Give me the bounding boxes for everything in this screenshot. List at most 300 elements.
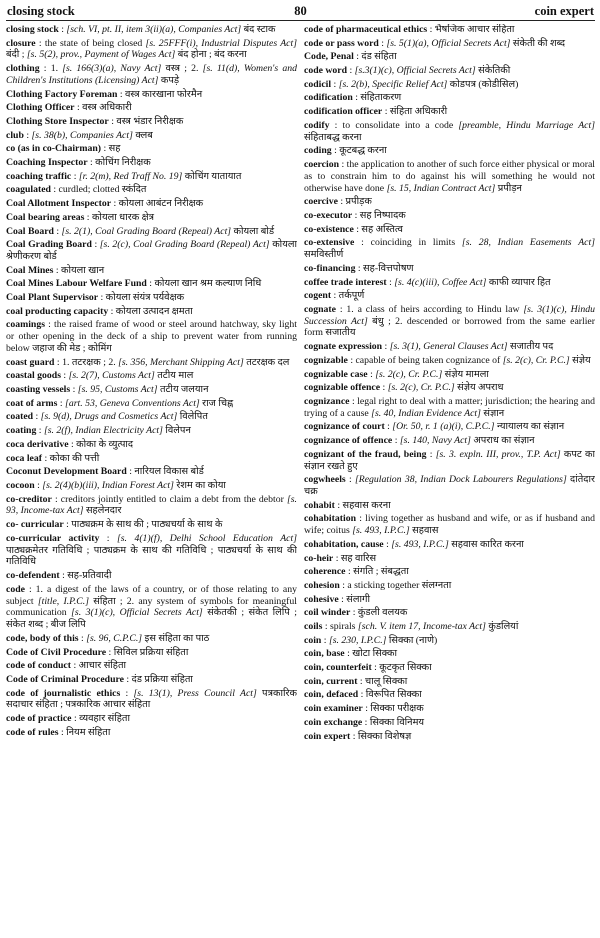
entry-headword: coastal goods (6, 370, 61, 382)
entry-definition: : living together as husband and wife, or as if husband and wife; coitus (304, 513, 595, 537)
left-column (6, 24, 297, 929)
entry-definition: : (384, 421, 393, 433)
entry-headword: code word (304, 65, 348, 77)
entry-definition: : (99, 532, 117, 544)
entry-citation: [Or. 50, r. 1 (a)(i), C.P.C.] (392, 421, 495, 433)
entry-definition: : वस्त्र भंडार निरीक्षक (108, 116, 184, 128)
entry-definition: : आचार संहिता (71, 660, 127, 672)
dictionary-entry (6, 143, 297, 155)
entry-citation: [s. 4(1)(f), Delhi School Education Act] (116, 532, 297, 544)
entry-headword: co-curricular activity (6, 532, 100, 544)
entry-definition: दांतेदार चक्र (304, 474, 595, 498)
entry-definition: : तर्कपूर्ण (331, 290, 365, 302)
entry-definition: कपट का संज्ञान रखते हुए (304, 448, 595, 472)
dictionary-entry (6, 398, 297, 410)
dictionary-entry (304, 159, 595, 194)
entry-definition: सजातीय पद (507, 341, 554, 353)
entry-definition: : (36, 425, 44, 437)
dictionary-entry (6, 570, 297, 582)
entry-citation: [s. 2(1), Coal Grading Board (Repeal) Act] (61, 225, 232, 237)
entry-definition: : (23, 129, 32, 141)
entry-headword: cohesive (304, 593, 339, 605)
entry-citation: [s. 3(1), General Clauses Act] (389, 341, 508, 353)
dictionary-entry (6, 647, 297, 659)
entry-headword: cohabitation (304, 513, 357, 525)
entry-headword: coin, defaced (304, 689, 359, 701)
entry-definition: : (345, 474, 355, 486)
dictionary-entry (304, 566, 595, 578)
dictionary-entry (304, 237, 595, 261)
entry-citation: [s. 5(2), prov., Payment of Wages Act] (26, 49, 176, 61)
dictionary-entry (304, 369, 595, 381)
entry-definition: कोयला बोर्ड (231, 225, 275, 237)
entry-headword: Coal Board (6, 225, 54, 237)
entry-definition: : नारियल विकास बोर्ड (126, 466, 204, 478)
entry-definition: : (392, 435, 400, 447)
entry-definition: : व्यवहार संहिता (71, 713, 131, 725)
entry-definition: सहवास (409, 525, 439, 537)
dictionary-entry (304, 635, 595, 647)
dictionary-entry (6, 660, 297, 672)
entry-citation: [s. 5(1)(a), Official Secrets Act] (386, 37, 511, 49)
dictionary-entry (304, 92, 595, 104)
entry-headword: coffee trade interest (304, 276, 387, 288)
entry-headword: Coal Mines Labour Welfare Fund (6, 278, 147, 290)
entry-definition: : creditors jointly entitled to claim a debt from the debtor (51, 493, 287, 505)
dictionary-entry (304, 355, 595, 367)
entry-definition: संज्ञान (480, 407, 505, 419)
entry-citation: [s. 166(3)(a), Navy Act] (62, 63, 162, 75)
entry-definition: : सह अस्तित्व (353, 223, 403, 235)
dictionary-page (6, 4, 595, 932)
dictionary-entry (304, 449, 595, 473)
dictionary-entry (304, 703, 595, 715)
entry-citation: [s. 356, Merchant Shipping Act] (118, 356, 244, 368)
entry-definition: : to consolidate into a code (329, 119, 459, 131)
entry-headword: cogent (304, 290, 332, 302)
entry-definition: : संगति ; संबद्धता (345, 566, 409, 578)
dictionary-entry (6, 688, 297, 712)
entry-definition: : सहवास करना (334, 499, 391, 511)
entry-citation: [s. 2(7), Customs Act] (68, 370, 155, 382)
dictionary-entry (6, 674, 297, 686)
entry-definition: रेशम का कोया (173, 479, 226, 491)
entry-headword: cognizance of court (304, 421, 385, 433)
entry-definition: : (57, 397, 66, 409)
entry-citation: [s. 38(b), Companies Act] (31, 129, 133, 141)
entry-headword: code of journalistic ethics (6, 687, 121, 699)
dictionary-entry (6, 384, 297, 396)
dictionary-entry (6, 319, 297, 354)
entry-citation: [s. 493, I.P.C.] (352, 525, 410, 537)
entry-citation: [s. 493, I.P.C.] (391, 538, 449, 550)
entry-definition: : कोयला खान श्रम कल्याण निधि (146, 278, 262, 290)
entry-definition: : सह (101, 143, 121, 155)
entry-definition: : कोयला धारक क्षेत्र (84, 211, 154, 223)
dictionary-entry (304, 65, 595, 77)
entry-definition: सिक्का (नाणे) (386, 634, 438, 646)
dictionary-entry (304, 421, 595, 433)
entry-definition: : पाठ्यक्रम के साथ की ; पाठ्यचर्या के साथ के (63, 519, 223, 531)
entry-headword: cohesion (304, 579, 340, 591)
entry-definition: : सिक्का विशेषज्ञ (350, 730, 412, 742)
entry-citation: [s. 40, Indian Evidence Act] (371, 407, 481, 419)
dictionary-entry (6, 212, 297, 224)
entry-definition: : the state of being closed (35, 37, 146, 49)
dictionary-entry (304, 382, 595, 394)
entry-headword: coil winder (304, 607, 351, 619)
entry-definition: : सह वारिस (333, 552, 377, 564)
entry-headword: Coal Mines (6, 264, 54, 276)
entry-definition: : (378, 37, 387, 49)
dictionary-entry (304, 500, 595, 512)
dictionary-entry (6, 584, 297, 631)
dictionary-entry (304, 662, 595, 674)
dictionary-entry (304, 38, 595, 50)
dictionary-entry (304, 263, 595, 275)
entry-headword: Clothing Officer (6, 102, 75, 114)
dictionary-entry (304, 594, 595, 606)
entry-headword: coagulated (6, 184, 51, 196)
entry-headword: code of practice (6, 713, 72, 725)
entry-headword: cohabit (304, 499, 335, 511)
entry-headword: coal producting capacity (6, 305, 109, 317)
entry-headword: Clothing Factory Foreman (6, 88, 118, 100)
entry-definition: : दंड प्रक्रिया संहिता (123, 673, 193, 685)
entry-definition: समविस्तीर्ण (304, 249, 344, 261)
entry-citation: [s. 2(4)(b)(iii), Indian Forest Act] (42, 479, 174, 491)
entry-definition: संज्ञेय (569, 354, 591, 366)
entry-definition: : सिक्का विनिमय (362, 716, 425, 728)
dictionary-entry (304, 396, 595, 420)
dictionary-entry (304, 24, 595, 36)
dictionary-entry (6, 370, 297, 382)
dictionary-entry (6, 727, 297, 739)
dictionary-entry (6, 130, 297, 142)
entry-citation: [s. 96, C.P.C.] (86, 632, 143, 644)
entry-headword: code, body of this (6, 632, 79, 644)
entry-definition: न्यायालय का संज्ञान (494, 421, 565, 433)
entry-citation: [s. 25FFF(i), Industrial Disputes Act] (145, 37, 297, 49)
entry-definition: : सह निष्पादक (352, 209, 406, 221)
entry-definition: : the raised frame of wood or steel around hatchway, sky light or other opening in the deck of a ship to prevent water from running below जहाज की मेड ; कोमिंग (6, 319, 297, 355)
header-first-entry: closing stock (7, 4, 75, 18)
dictionary-entry (304, 277, 595, 289)
entry-definition: तटरक्षक दल (243, 356, 290, 368)
dictionary-entry (6, 171, 297, 183)
entry-definition: विलेपित (177, 411, 208, 423)
entry-definition: कोयला श्रेणीकरण बोर्ड (6, 239, 297, 263)
entry-definition: : कोयला उत्पादन क्षमता (108, 305, 193, 317)
entry-definition: : सह-प्रतिवादी (59, 570, 112, 582)
entry-citation: [s. 230, I.P.C.] (328, 634, 387, 646)
entry-citation: [art. 53, Geneva Conventions Act] (65, 397, 200, 409)
entry-citation: [s. 13(1), Press Council Act] (133, 687, 257, 699)
entry-definition: : वस्त्र कारखाना फोरमैन (117, 88, 203, 100)
dictionary-entry (304, 224, 595, 236)
entry-headword: Coal Allotment Inspector (6, 198, 112, 210)
dictionary-entry (6, 226, 297, 238)
entry-headword: coin examiner (304, 703, 363, 715)
entry-definition: बंधु ; 2. descended or borrowed from the same earlier form सजातीय (304, 315, 595, 339)
entry-headword: co-financing (304, 262, 356, 274)
entry-columns (6, 24, 595, 929)
entry-headword: codify (304, 119, 330, 131)
entry-definition: : संहिताकरण (352, 92, 402, 104)
entry-definition: : कोका की पत्ती (42, 452, 100, 464)
dictionary-entry (6, 116, 297, 128)
dictionary-entry (304, 731, 595, 743)
entry-definition: : प्रपीड़क (337, 196, 372, 208)
entry-definition: : coinciding in limits (354, 237, 462, 249)
page-number: 80 (294, 4, 307, 18)
entry-definition: : दंड संहिता (353, 51, 397, 63)
entry-definition: : खोटा सिक्का (344, 648, 398, 660)
entry-definition: : 1. (39, 63, 63, 75)
entry-definition: : (33, 411, 41, 423)
dictionary-entry (6, 102, 297, 114)
entry-definition: : (380, 382, 388, 394)
entry-citation: [preamble, Hindu Marriage Act] (458, 119, 595, 131)
entry-headword: cohabitation, cause (304, 538, 384, 550)
entry-headword: coated (6, 411, 34, 423)
entry-headword: Coaching Inspector (6, 157, 88, 169)
entry-headword: Code, Penal (304, 51, 354, 63)
dictionary-entry (304, 676, 595, 688)
entry-headword: co-creditor (6, 493, 52, 505)
entry-headword: co-heir (304, 552, 334, 564)
dictionary-entry (6, 357, 297, 369)
entry-citation: [s. 2(c), Cr. P.C.] (375, 368, 443, 380)
dictionary-entry (304, 607, 595, 619)
entry-definition: : (331, 78, 339, 90)
entry-headword: coin, counterfeit (304, 662, 372, 674)
entry-definition: संकेती की शब्द (510, 37, 566, 49)
dictionary-entry (6, 453, 297, 465)
entry-headword: coca derivative (6, 438, 69, 450)
entry-headword: Coconut Development Board (6, 466, 127, 478)
entry-definition: : भैषजिक आचार संहिता (427, 24, 515, 35)
entry-headword: cognizable (304, 354, 348, 366)
entry-headword: coils (304, 621, 323, 633)
entry-citation: [Regulation 38, Indian Dock Labourers Regulations] (354, 474, 567, 486)
entry-definition: बंद स्टाक (241, 24, 276, 35)
entry-headword: coasting vessels (6, 384, 71, 396)
entry-definition: : सिक्का परीक्षक (362, 703, 424, 715)
entry-citation: [s. 15, Indian Contract Act] (386, 182, 496, 194)
entry-definition: : (386, 276, 395, 288)
entry-headword: co (as in co-Chairman) (6, 143, 102, 155)
entry-headword: coca leaf (6, 452, 43, 464)
entry-definition: : (91, 239, 100, 251)
entry-definition: : सह-वित्तपोषण (355, 262, 414, 274)
dictionary-entry (6, 533, 297, 568)
entry-headword: code of conduct (6, 660, 71, 672)
entry-citation: [s. 3(1)(c), Hindu Succession Act] (304, 303, 595, 327)
entry-headword: Coal Plant Supervisor (6, 292, 99, 304)
dictionary-entry (6, 494, 297, 518)
entry-definition: : the application to another of such force either physical or moral as to constrain him to do against his will something he would not otherwise have done (304, 158, 595, 194)
entry-headword: co-executor (304, 209, 353, 221)
dictionary-entry (6, 306, 297, 318)
dictionary-entry (6, 38, 297, 62)
entry-definition: अपराध का संज्ञान (470, 435, 535, 447)
entry-definition: : 1. a digest of the laws of a country, or of those relating to any subject (6, 583, 297, 607)
dictionary-entry (304, 513, 595, 537)
dictionary-entry (304, 120, 595, 144)
right-column (304, 24, 595, 929)
dictionary-entry (304, 474, 595, 498)
dictionary-entry (6, 157, 297, 169)
dictionary-entry (6, 24, 297, 36)
entry-definition: कपड़े (158, 74, 180, 86)
entry-citation: [s. 2(b), Specific Relief Act] (338, 78, 448, 90)
entry-citation: [s. 2(c), Cr. P.C.] (387, 382, 455, 394)
entry-definition: : (34, 479, 43, 491)
dictionary-entry (6, 292, 297, 304)
entry-definition: विलेपन (162, 425, 191, 437)
entry-headword: Coal Grading Board (6, 239, 92, 251)
dictionary-entry (304, 290, 595, 302)
dictionary-entry (304, 621, 595, 633)
entry-headword: coin expert (304, 730, 351, 742)
entry-definition: बंद होना ; बंद करना (175, 49, 247, 61)
entry-definition: : 1. a class of heirs according to Hindu law (335, 303, 524, 315)
header-rule (6, 20, 595, 21)
entry-headword: coin exchange (304, 716, 363, 728)
dictionary-entry (304, 145, 595, 157)
dictionary-entry (6, 519, 297, 531)
entry-definition: : (426, 448, 436, 460)
entry-headword: cogwheels (304, 474, 346, 486)
entry-citation: [sch. V. item 17, Income-tax Act] (357, 621, 486, 633)
entry-citation: [s. 3. expln. III, prov., T.P. Act] (435, 448, 561, 460)
page-header (6, 4, 595, 18)
entry-definition: पत्रकारिक सदाचार संहिता ; पत्रकारिक आचार संहिता (6, 687, 297, 711)
entry-definition: : संहिता अधिकारी (382, 106, 448, 118)
dictionary-entry (6, 411, 297, 423)
entry-definition: : संलागी (338, 593, 370, 605)
entry-definition: : कूटबद्ध करना (331, 145, 387, 157)
entry-headword: cocoon (6, 479, 35, 491)
entry-citation: [s. 140, Navy Act] (399, 435, 471, 447)
entry-definition: संकेतिकी (475, 65, 511, 77)
entry-definition: : कोका के व्युत्पाद (68, 438, 134, 450)
entry-definition: : कुंडली वलयक (350, 607, 408, 619)
entry-citation: [s. 4(c)(iii), Coffee Act] (394, 276, 487, 288)
entry-definition: : चालू सिक्का (357, 675, 408, 687)
entry-definition: : a sticking together संलग्नता (339, 579, 452, 591)
dictionary-entry (6, 184, 297, 196)
dictionary-entry (6, 63, 297, 87)
dictionary-entry (304, 79, 595, 91)
dictionary-entry (6, 89, 297, 101)
entry-headword: codicil (304, 78, 332, 90)
entry-citation: [title, I.P.C.] (37, 595, 90, 607)
entry-headword: code of pharmaceutical ethics (304, 24, 428, 35)
entry-headword: cognate (304, 303, 336, 315)
entry-definition: : नियम संहिता (58, 726, 111, 738)
entry-headword: cognizance of offence (304, 435, 393, 447)
entry-headword: coherence (304, 566, 346, 578)
dictionary-entry (304, 539, 595, 551)
entry-definition: इस संहिता का पाठ (142, 632, 210, 644)
entry-definition: : (383, 538, 392, 550)
entry-definition: : (367, 368, 376, 380)
entry-definition: : कोयला आबंटन निरीक्षक (111, 198, 204, 210)
entry-headword: co-defendent (6, 570, 60, 582)
entry-definition: : कोचिंग निरीक्षक (87, 157, 151, 169)
entry-headword: coin, base (304, 648, 345, 660)
entry-citation: [sch. VI, pt. II, item 3(ii)(a), Companies Act] (66, 24, 242, 35)
dictionary-entry (6, 439, 297, 451)
entry-definition: : (347, 65, 355, 77)
entry-definition: : (78, 632, 87, 644)
entry-definition: : विरूपित सिक्का (358, 689, 422, 701)
entry-definition: : वस्त्र अधिकारी (74, 102, 132, 114)
dictionary-entry (6, 239, 297, 263)
dictionary-entry (304, 553, 595, 565)
entry-headword: coating (6, 425, 37, 437)
header-last-entry: coin expert (534, 4, 594, 18)
dictionary-entry (304, 580, 595, 592)
dictionary-entry (304, 210, 595, 222)
entry-definition: तटीय माल (154, 370, 194, 382)
entry-headword: coin (304, 634, 322, 646)
entry-headword: club (6, 129, 24, 141)
entry-definition: बंदी ; (6, 49, 27, 61)
entry-definition: वस्त्र ; 2. (161, 63, 203, 75)
entry-definition: : (53, 225, 62, 237)
entry-headword: coat of arms (6, 397, 58, 409)
entry-definition: संज्ञेय अपराध (454, 382, 504, 394)
entry-definition: : (120, 687, 134, 699)
entry-headword: coaching traffic (6, 170, 72, 182)
entry-citation: [s.3(1)(c), Official Secrets Act] (354, 65, 476, 77)
entry-headword: cognizance (304, 395, 350, 407)
entry-headword: coding (304, 145, 332, 157)
entry-definition: : (60, 370, 69, 382)
entry-headword: codification officer (304, 106, 383, 118)
entry-definition: सहलेनदार (83, 505, 122, 517)
entry-headword: code of rules (6, 726, 59, 738)
entry-definition: : (70, 384, 78, 396)
entry-definition: संहिताबद्ध करना (304, 131, 362, 143)
entry-definition: : (71, 170, 79, 182)
dictionary-entry (6, 198, 297, 210)
dictionary-entry (6, 466, 297, 478)
entry-definition: क्लब (132, 129, 153, 141)
dictionary-entry (304, 648, 595, 660)
entry-headword: code or pass word (304, 37, 379, 49)
entry-headword: code (6, 583, 25, 595)
dictionary-entry (304, 717, 595, 729)
entry-definition: : spirals (322, 621, 358, 633)
entry-citation: [s. 9(d), Drugs and Cosmetics Act] (40, 411, 178, 423)
entry-definition: राज चिह्न (199, 397, 234, 409)
entry-headword: Code of Criminal Procedure (6, 673, 124, 685)
entry-definition: : capable of being taken cognizance of (347, 354, 503, 366)
entry-definition: : कूटकृत सिक्का (371, 662, 432, 674)
entry-citation: [s. 2(f), Indian Electricity Act] (43, 425, 163, 437)
entry-headword: cognizable case (304, 368, 368, 380)
entry-definition: काफी व्यापार हित (486, 276, 551, 288)
entry-definition: : सिविल प्रक्रिया संहिता (106, 646, 189, 658)
entry-definition: संकेतकी ; संकेत लिपि ; संकेत शब्द ; बीज लिपि (6, 607, 297, 631)
entry-headword: closing stock (6, 24, 59, 35)
entry-definition: कुंडलियां (485, 621, 519, 633)
dictionary-entry (304, 196, 595, 208)
